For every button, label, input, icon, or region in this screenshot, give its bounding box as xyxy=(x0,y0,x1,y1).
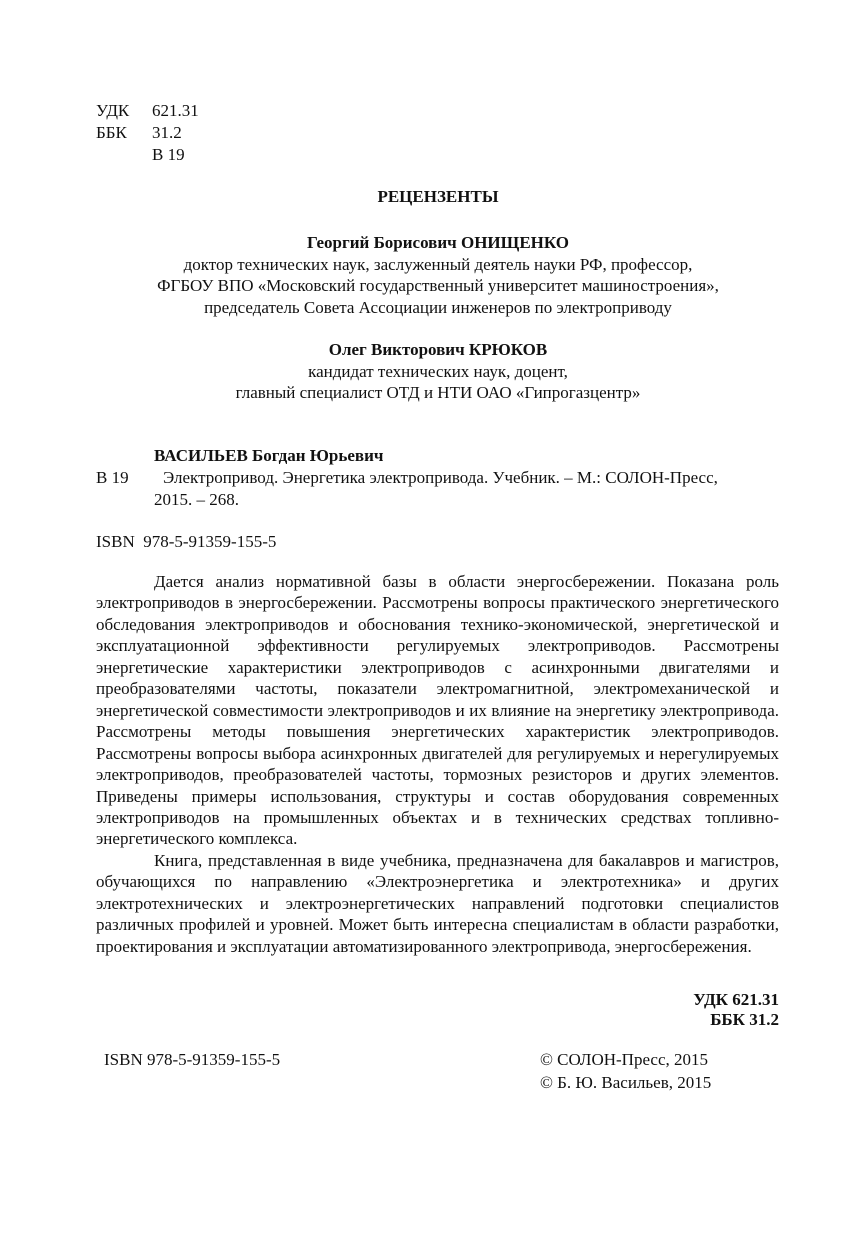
udk-value: 621.31 xyxy=(152,101,199,120)
reviewer-line: главный специалист ОТД и НТИ ОАО «Гипрогазцентр» xyxy=(235,383,641,402)
bbk-bottom: ББК 31.2 xyxy=(710,1010,779,1029)
reviewer-line: кандидат технических наук, доцент, xyxy=(308,361,568,381)
abstract xyxy=(96,571,779,957)
reviewer-line: ФГБОУ ВПО «Московский государственный университет машиностроения», xyxy=(157,276,719,295)
bbk-label: ББК xyxy=(96,123,127,142)
reviewer-onischenko xyxy=(96,232,780,318)
bbk-value: 31.2 xyxy=(152,123,182,142)
udk-label: УДК xyxy=(96,101,130,120)
book-author: ВАСИЛЬЕВ Богдан Юрьевич xyxy=(154,446,384,465)
reviewer-line: доктор технических наук, заслуженный деятель науки РФ, профессор, xyxy=(183,254,693,274)
abstract-paragraph-2: Книга, представленная в виде учебника, предназначена для бакалавров и магистров, обучающихся по направлению «Электроэнергетика и электротехника» и других электротехнических и электроэнергетических направлений подготовки специалистов различных профилей и уровней. Может быть интересна специалистам в области разработки, проектирования и эксплуатации автоматизированного электропривода, энергосбережения. xyxy=(96,850,779,956)
copyright-publisher: © СОЛОН-Пресс, 2015 xyxy=(540,1050,709,1069)
reviewer-kryukov xyxy=(96,339,780,404)
reviewers-heading: РЕЦЕНЗЕНТЫ xyxy=(377,187,499,206)
isbn-top: ISBN 978-5-91359-155-5 xyxy=(96,532,277,551)
reviewer-name: Олег Викторович КРЮКОВ xyxy=(328,340,548,359)
reviewer-line: председатель Совета Ассоциации инженеров по электроприводу xyxy=(204,297,672,317)
isbn-bottom: ISBN 978-5-91359-155-5 xyxy=(104,1050,281,1069)
bibliography-line-2: 2015. – 268. xyxy=(154,490,239,509)
abstract-paragraph-1: Дается анализ нормативной базы в области энергосбережении. Показана роль электроприводов в энергосбережении. Рассмотрены вопросы практического энергетического обследования электроприводов и обоснования технико-экономической, энергетической и эксплуатационной эффективности регулируемых электроприводов. Рассмотрены энергетические характеристики электроприводов с асинхронными двигателями и преобразователями частоты, показатели электромагнитной, электромеханической и энергетической совместимости электроприводов и их влияние на энергетику электропривода. Рассмотрены методы повышения энергетических характеристик электроприводов. Рассмотрены вопросы выбора асинхронных двигателей для регулируемых и нерегулируемых электроприводов, преобразователей частоты, тормозных резисторов и других элементов. Приведены примеры использования, структуры и состав оборудования современных электроприводов на промышленных объектах и в технических средствах топливно-энергетического комплекса. xyxy=(96,572,779,849)
bibliography-mark: В 19 xyxy=(96,468,129,487)
reviewer-name: Георгий Борисович ОНИЩЕНКО xyxy=(306,233,570,252)
author-mark: В 19 xyxy=(152,145,185,164)
udk-bottom: УДК 621.31 xyxy=(693,990,779,1009)
bibliography-line-1: Электропривод. Энергетика электропривода. Учебник. – М.: СОЛОН-Пресс, xyxy=(163,468,718,487)
copyright-author: © Б. Ю. Васильев, 2015 xyxy=(540,1073,712,1092)
